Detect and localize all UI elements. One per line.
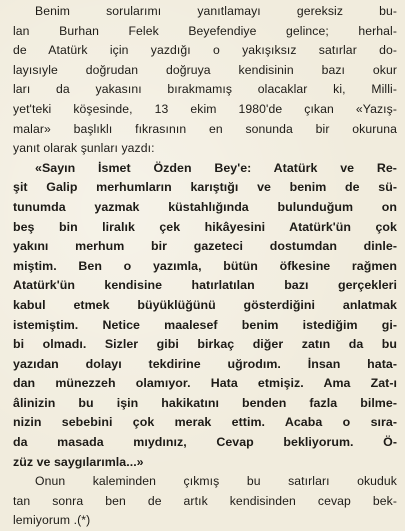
quote-line: beş bin liralık çek hikâyesini Atatürk'ün çok xyxy=(13,219,397,234)
text-line: malar» başlıklı fıkrasının en sonunda bir okuruna xyxy=(13,121,397,136)
quote-line: «Sayın İsmet Özden Bey'e: Atatürk ve Re- xyxy=(35,160,397,175)
quote-line: nizin sebebini çok merak ettim. Acaba o sıra- xyxy=(13,415,397,430)
text-line: de Atatürk için yazdığı o yakışıksız satırlar do- xyxy=(13,43,397,58)
paragraph-intro xyxy=(13,2,397,159)
quote-line: züz ve saygılarımla...» xyxy=(13,454,144,469)
quote-line: âlinizin bu işin hakikatını benden fazla bilme- xyxy=(13,395,397,410)
text-line: yanıt olarak şunları yazdı: xyxy=(13,141,155,156)
paragraph-quote xyxy=(13,159,397,473)
quote-line: Atatürk'ün kendisine hatırlatılan bazı gerçekleri xyxy=(13,278,397,293)
text-line: yet'teki köşesinde, 13 ekim 1980'de çıkan «Yazış- xyxy=(13,101,397,116)
paragraph-closing xyxy=(13,472,397,531)
quote-line: istemiştim. Netice maalesef benim istediğim gi- xyxy=(13,317,397,332)
quote-line: dan münezzeh olamıyor. Hata etmişiz. Ama Zat-ı xyxy=(13,376,397,391)
footnote-marker-line: lemiyorum .(*) xyxy=(13,513,91,528)
quote-line: yakını merhum bir gazeteci dostumdan dinle- xyxy=(13,239,397,254)
text-line: tan sonra ben de artık kendisinden cevap bek- xyxy=(13,493,397,508)
text-line: Onun kaleminden çıkmış bu satırları okuduk xyxy=(35,474,397,489)
text-line: Benim sorularımı yanıtlamayı gereksiz bu- xyxy=(35,4,397,18)
text-line: ları da yakasını bırakmamış olacaklar ki, Milli- xyxy=(13,82,397,97)
quote-line: bi olmadı. Sizler gibi birkaç diğer zatın da bu xyxy=(13,337,397,352)
quote-line: da masada mıydınız, Cevap bekliyorum. Ö- xyxy=(13,435,397,450)
quote-line: tunumda yazmak küstahlığında bulunduğum on xyxy=(13,199,397,214)
quote-line: kabul etmek büyüklüğünü gösterdiğini anlatmak xyxy=(13,297,397,312)
text-line: layısıyle doğrudan doğruya kendisinin bazı okur xyxy=(13,62,397,77)
quote-line: yazıdan dolayı tekdirine uğrodım. İnsan hata- xyxy=(13,356,397,371)
text-line: lan Burhan Felek Beyefendiye gelince; herhal- xyxy=(13,23,397,38)
article-column xyxy=(13,2,397,531)
quote-line: şit Galip merhumların karıştığı ve benim de sü- xyxy=(13,180,397,195)
quote-line: miştim. Ben o yazımla, bütün öfkesine rağmen xyxy=(13,258,397,273)
